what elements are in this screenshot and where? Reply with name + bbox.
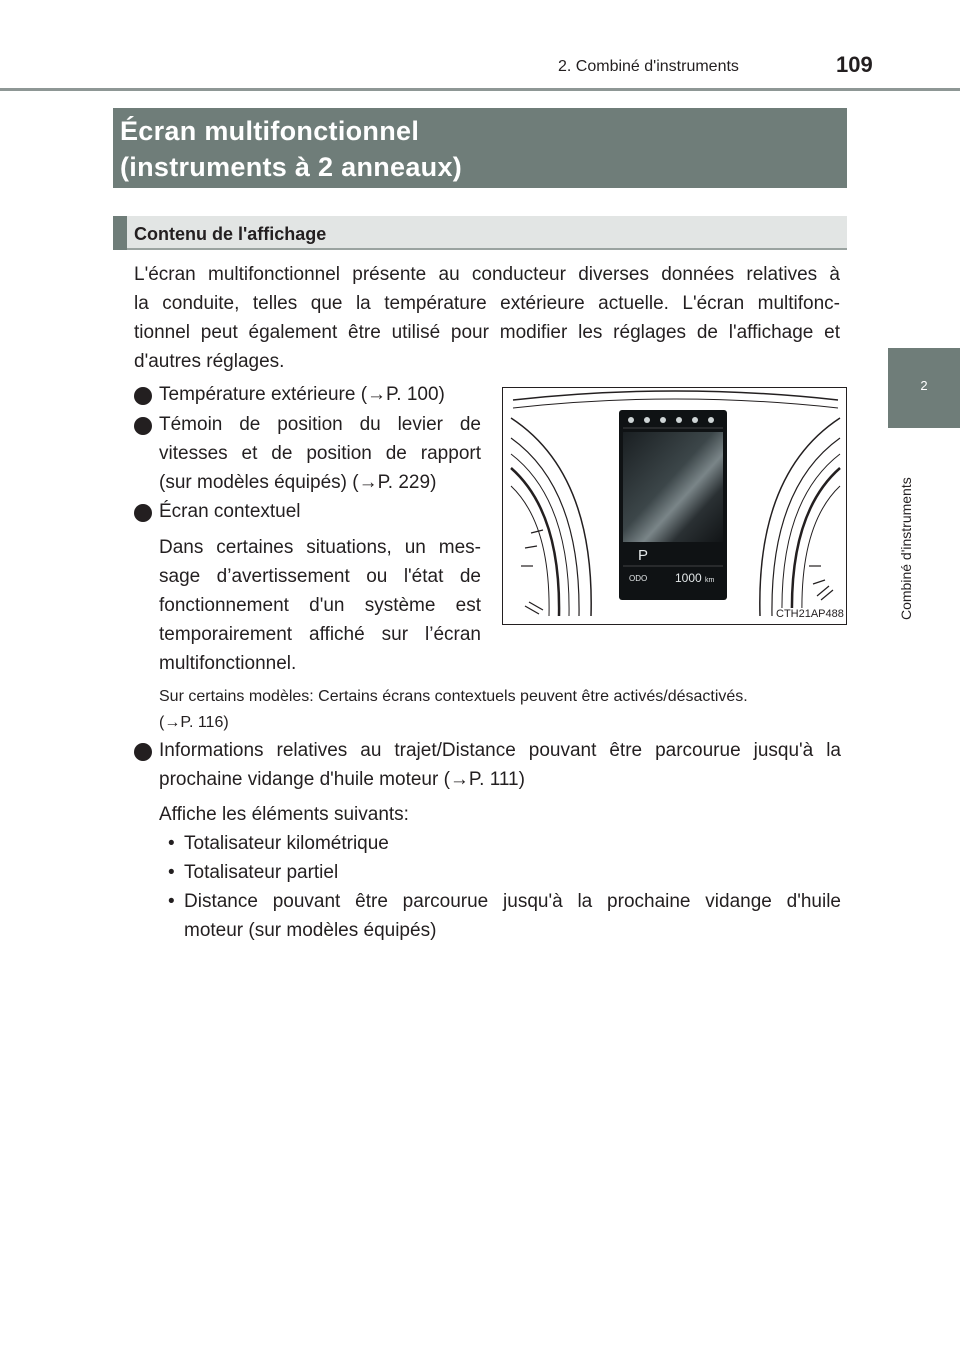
intro-line: L'écran multifonctionnel présente au conducteur diverses données relatives à bbox=[134, 264, 840, 285]
item-gear-indicator bbox=[159, 410, 481, 497]
popup-description bbox=[159, 533, 481, 678]
list-bullet: • bbox=[168, 862, 175, 883]
item-line: sage d’avertissement ou l'état de bbox=[159, 566, 481, 587]
list-item-line: moteur (sur modèles équipés) bbox=[184, 920, 437, 941]
item-line: temporairement affiché sur l’écran bbox=[159, 624, 481, 645]
page-title bbox=[120, 113, 462, 185]
intro-line: tionnel peut également être utilisé pour modifier les réglages de l'affichage et bbox=[134, 322, 840, 343]
right-dial-ticks bbox=[809, 566, 833, 600]
bullet-icon bbox=[134, 743, 152, 761]
item-line: Informations relatives au trajet/Distance pouvant être parcourue jusqu'à la bbox=[159, 740, 841, 761]
odo-label: ODO bbox=[629, 574, 648, 583]
intro-paragraph bbox=[134, 260, 840, 376]
item-line: vitesses et de position de rapport bbox=[159, 443, 481, 464]
list-item: Totalisateur partiel bbox=[184, 862, 339, 883]
cluster-illustration bbox=[503, 388, 847, 625]
list-bullet: • bbox=[168, 833, 175, 854]
figure-code: CTH21AP488 bbox=[776, 608, 844, 620]
chapter-header: 2. Combiné d'instruments bbox=[558, 58, 739, 75]
display-graphic bbox=[623, 432, 723, 542]
left-dial bbox=[511, 418, 591, 616]
intro-line: la conduite, telles que la température extérieure actuelle. L'écran multifonc- bbox=[134, 293, 840, 314]
gear-indicator: P bbox=[638, 547, 649, 564]
bullet-icon bbox=[134, 504, 152, 522]
item-line: (sur modèles équipés) (→P. 229) bbox=[159, 472, 437, 493]
header-rule bbox=[0, 88, 960, 91]
chapter-tab-label: Combiné d'instruments bbox=[898, 477, 914, 620]
chapter-tab-label-box bbox=[898, 438, 918, 620]
list-item: Totalisateur kilométrique bbox=[184, 833, 389, 854]
item-line: multifonctionnel. bbox=[159, 653, 297, 674]
page-number: 109 bbox=[836, 52, 873, 77]
intro-line: d'autres réglages. bbox=[134, 351, 285, 372]
item-line: Dans certaines situations, un mes- bbox=[159, 537, 481, 558]
note-line: Sur certains modèles: Certains écrans contextuels peuvent être activés/désactivés. bbox=[159, 688, 748, 705]
odo-unit: km bbox=[705, 577, 715, 584]
page-title-line2: (instruments à 2 anneaux) bbox=[120, 152, 463, 182]
item-line: prochaine vidange d'huile moteur (→P. 111) bbox=[159, 769, 525, 790]
section-heading-accent bbox=[113, 216, 127, 250]
note-line: (→P. 116) bbox=[159, 714, 229, 731]
item-outside-temp: Température extérieure (→P. 100) bbox=[159, 384, 445, 405]
odo-value: 1000 bbox=[675, 571, 702, 585]
item-trip-info bbox=[159, 736, 841, 794]
list-item-line: Distance pouvant être parcourue jusqu'à la prochaine vidange d'huile bbox=[184, 891, 841, 912]
section-heading: Contenu de l'affichage bbox=[134, 224, 327, 244]
popup-note bbox=[159, 684, 844, 736]
trip-intro: Affiche les éléments suivants: bbox=[159, 804, 409, 825]
item-line: Témoin de position du levier de bbox=[159, 414, 481, 435]
hood-arc bbox=[513, 399, 838, 408]
left-dial-ticks bbox=[521, 530, 543, 614]
instrument-cluster-figure bbox=[502, 387, 847, 625]
page-title-line1: Écran multifonctionnel bbox=[120, 116, 420, 146]
bullet-icon bbox=[134, 417, 152, 435]
list-bullet: • bbox=[168, 891, 175, 912]
item-popup: Écran contextuel bbox=[159, 501, 301, 522]
chapter-tab-number: 2 bbox=[920, 378, 928, 393]
list-item bbox=[184, 887, 841, 945]
bullet-icon bbox=[134, 387, 152, 405]
item-line: fonctionnement d'un système est bbox=[159, 595, 481, 616]
